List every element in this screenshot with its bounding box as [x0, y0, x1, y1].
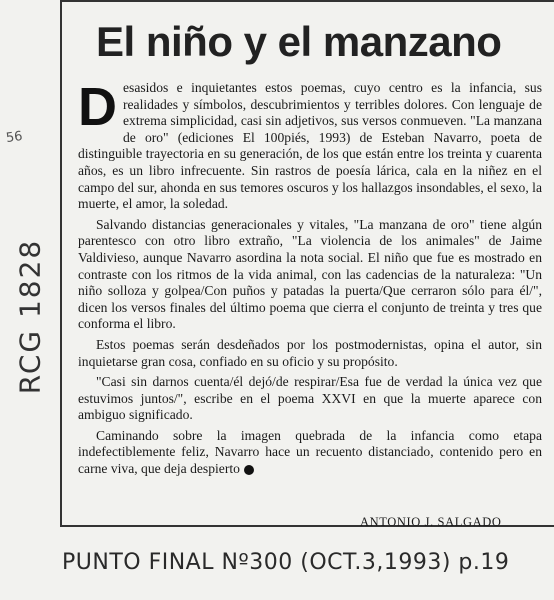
end-mark-icon: [244, 465, 254, 475]
clipping-border-top: [60, 0, 554, 6]
drop-cap: D: [78, 77, 117, 137]
article-byline: ANTONIO J. SALGADO: [360, 515, 502, 529]
article-headline: El niño y el manzano: [96, 18, 502, 65]
handwritten-source-citation: PUNTO FINAL Nº300 (OCT.3,1993) p.19: [62, 550, 510, 575]
paragraph-text: Caminando sobre la imagen quebrada de la infancia como etapa indefectiblemente feliz, Navarro hace un recuento distanciado, contenido pero en carne viva, que deja despierto: [78, 427, 542, 477]
handwritten-catalog-code: RCG 1828: [13, 238, 47, 395]
article-paragraph: [78, 217, 542, 333]
article-paragraph: [78, 77, 542, 213]
article-body: [78, 77, 542, 482]
article-paragraph: [78, 428, 542, 478]
article-paragraph: [78, 337, 542, 370]
article-paragraph: [78, 374, 542, 424]
handwritten-margin-number: 56: [5, 128, 24, 147]
clipping-border-left: [60, 0, 62, 527]
paragraph-text: Salvando distancias generacionales y vitales, "La manzana de oro" tiene algún parentesco con otro libro extraño, "La violencia de los animales" de Jaime Valdivieso, aunque Navarro asordina la nota social. El niño que fue es mostrado en contraste con los ritmos de la vida animal, con las cadencias de la naturaleza: "Un niño solloza y golpea/Con puños y patadas la puerta/Que cerraron sólo para él/", dicen los versos finales del último poema que cierra el conjunto de treinta y tres que conforma el libro.: [78, 216, 542, 332]
paragraph-text: "Casi sin darnos cuenta/él dejó/de respirar/Esa fue de verdad la única vez que estuvimos juntos/", escribe en el poema XXVI en que la muerte aparece con ambiguo significado.: [78, 374, 542, 423]
paragraph-text: esasidos e inquietantes estos poemas, cuyo centro es la infancia, sus realidades y símbolos, descubrimientos y terribles dolores. Con lenguaje de extrema simplicidad, casi sin adjetivos, sus versos conmueven. "La manzana de oro" (ediciones El 100piés, 1993) de Esteban Navarro, poeta de distinguible trayectoria en su generación, de los que están entre los treinta y cuarenta años, es un libro infrecuente. Sin rastros de poesía lárica, cala en la niñez en el campo del sur, ahonda en sus temores oscuros y los hallazgos insondables, el sexo, la muerte, el amor, la soledad.: [78, 80, 542, 212]
paragraph-text: Estos poemas serán desdeñados por los postmodernistas, opina el autor, sin inquietarse gran cosa, confiado en su oficio y su propósito.: [78, 336, 542, 369]
